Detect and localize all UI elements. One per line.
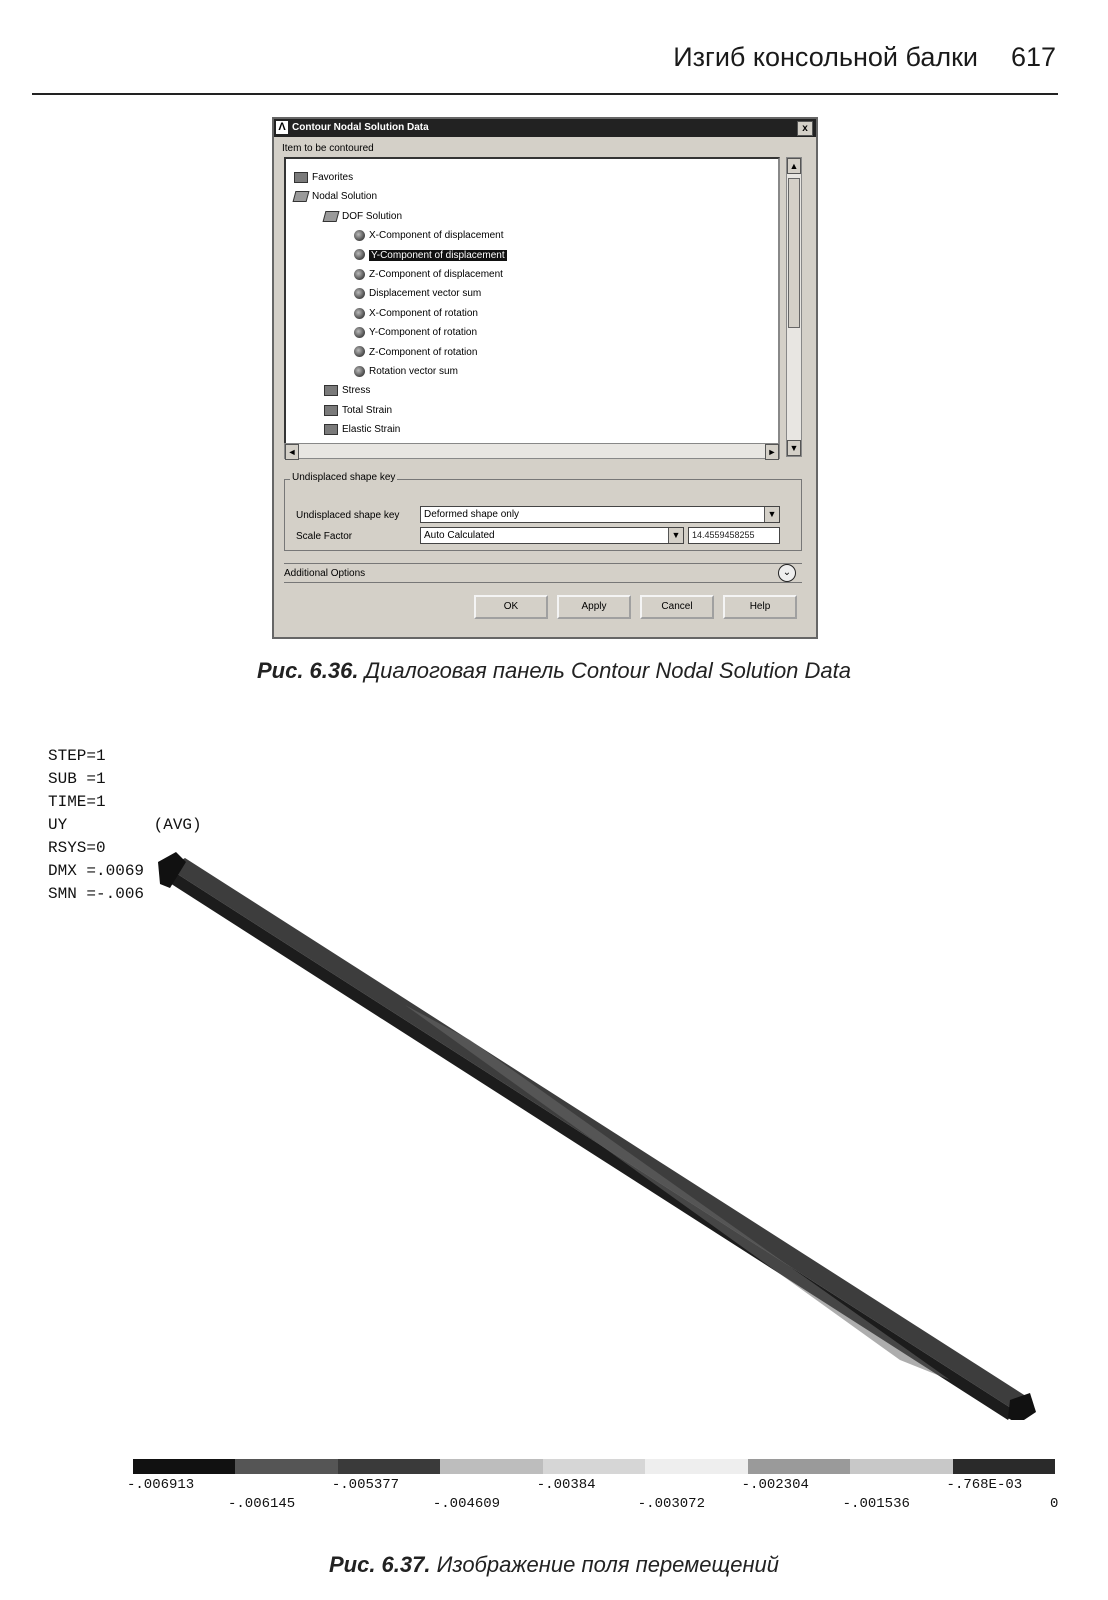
legend-tick-label: -.003072 xyxy=(637,1496,705,1512)
legend-tick-label: -.006145 xyxy=(228,1496,296,1512)
undisplaced-key-label: Undisplaced shape key xyxy=(296,510,400,521)
tree-item-label: X-Component of rotation xyxy=(369,307,478,319)
chevron-down-icon[interactable]: ▼ xyxy=(764,507,779,522)
legend-swatch xyxy=(235,1459,337,1474)
legend-swatch xyxy=(338,1459,440,1474)
close-icon[interactable]: x xyxy=(797,121,813,136)
legend-tick-label: -.006913 xyxy=(127,1477,195,1493)
scale-factor-label: Scale Factor xyxy=(296,531,353,542)
ok-button[interactable]: OK xyxy=(474,595,548,619)
legend-tick-label: 0 xyxy=(1050,1496,1059,1512)
tree-item-label: Elastic Strain xyxy=(342,424,401,436)
apply-button[interactable]: Apply xyxy=(557,595,631,619)
chapter-title: Изгиб консольной балки xyxy=(673,42,978,72)
legend-swatch xyxy=(953,1459,1055,1474)
legend-tick-label: -.005377 xyxy=(331,1477,400,1493)
legend-swatch xyxy=(748,1459,850,1474)
undisplaced-frame-label: Undisplaced shape key xyxy=(292,472,396,483)
tree-item-label: X-Component of displacement xyxy=(369,230,504,242)
caption-number: Рис. 6.37. xyxy=(328,1552,431,1577)
chevron-down-icon[interactable]: ▼ xyxy=(668,528,683,543)
tree-item-label: Stress xyxy=(342,385,371,397)
plot-info-line: RSYS=0 xyxy=(48,839,106,857)
legend-tick-label: -.002304 xyxy=(741,1477,809,1493)
ansys-logo-icon: Λ xyxy=(276,121,288,134)
plot-info-line: STEP=1 xyxy=(48,747,106,765)
caption-number: Рис. 6.36. xyxy=(256,658,359,683)
plot-info-line: SMN =-.006 xyxy=(48,885,145,903)
legend-swatch xyxy=(850,1459,952,1474)
plot-info-line: TIME=1 xyxy=(48,793,106,811)
caption-text: Диалоговая панель Contour Nodal Solution Data xyxy=(364,658,852,683)
beam-highlight-band xyxy=(405,1005,950,1380)
scale-factor-value: Auto Calculated xyxy=(424,530,495,541)
tree-item-label: Nodal Solution xyxy=(312,191,378,203)
legend-swatch xyxy=(543,1459,645,1474)
tree-item-label: Rotation vector sum xyxy=(369,366,458,377)
tree-item-label: Z-Component of displacement xyxy=(369,269,503,280)
cancel-button[interactable]: Cancel xyxy=(640,595,714,619)
legend-tick-label: -.001536 xyxy=(842,1496,910,1512)
contour-legend-bar xyxy=(133,1459,1055,1474)
tree-item-label: Total Strain xyxy=(342,404,393,416)
tree-item-label: Displacement vector sum xyxy=(369,288,482,300)
scroll-down-icon[interactable]: ▼ xyxy=(787,440,801,456)
legend-swatch xyxy=(133,1459,235,1474)
page-number: 617 xyxy=(1010,42,1056,72)
tree-item-label: Z-Component of rotation xyxy=(369,346,478,358)
caption-text: Изображение поля перемещений xyxy=(436,1552,780,1577)
item-to-be-contoured-label: Item to be contoured xyxy=(282,143,374,154)
legend-swatch xyxy=(440,1459,542,1474)
plot-info-line: DMX =.0069 xyxy=(48,862,145,880)
scale-factor-input[interactable]: 14.4559458255 xyxy=(688,527,780,544)
plot-info-line: UY (AVG) xyxy=(48,816,202,834)
scroll-up-icon[interactable]: ▲ xyxy=(787,158,801,174)
scroll-left-icon[interactable]: ◄ xyxy=(285,444,299,460)
plot-info-line: SUB =1 xyxy=(48,770,106,788)
dialog-title: Contour Nodal Solution Data xyxy=(292,122,429,133)
tree-item-label: DOF Solution xyxy=(342,210,403,222)
expand-icon[interactable]: ⌄ xyxy=(778,564,796,582)
legend-tick-label: -.768E-03 xyxy=(946,1477,1023,1493)
scroll-right-icon[interactable]: ► xyxy=(765,444,779,460)
figure-caption-6-37 xyxy=(0,1552,1108,1578)
tree-item-label: Favorites xyxy=(312,172,354,183)
help-button[interactable]: Help xyxy=(723,595,797,619)
tree-item-label: Y-Component of displacement xyxy=(371,249,505,261)
legend-tick-label: -.004609 xyxy=(432,1496,501,1512)
legend-swatch xyxy=(645,1459,747,1474)
additional-options-label: Additional Options xyxy=(284,568,366,579)
undisplaced-key-value: Deformed shape only xyxy=(424,509,520,520)
tree-item-label: Y-Component of rotation xyxy=(369,327,478,339)
legend-tick-label: -.00384 xyxy=(536,1477,596,1493)
